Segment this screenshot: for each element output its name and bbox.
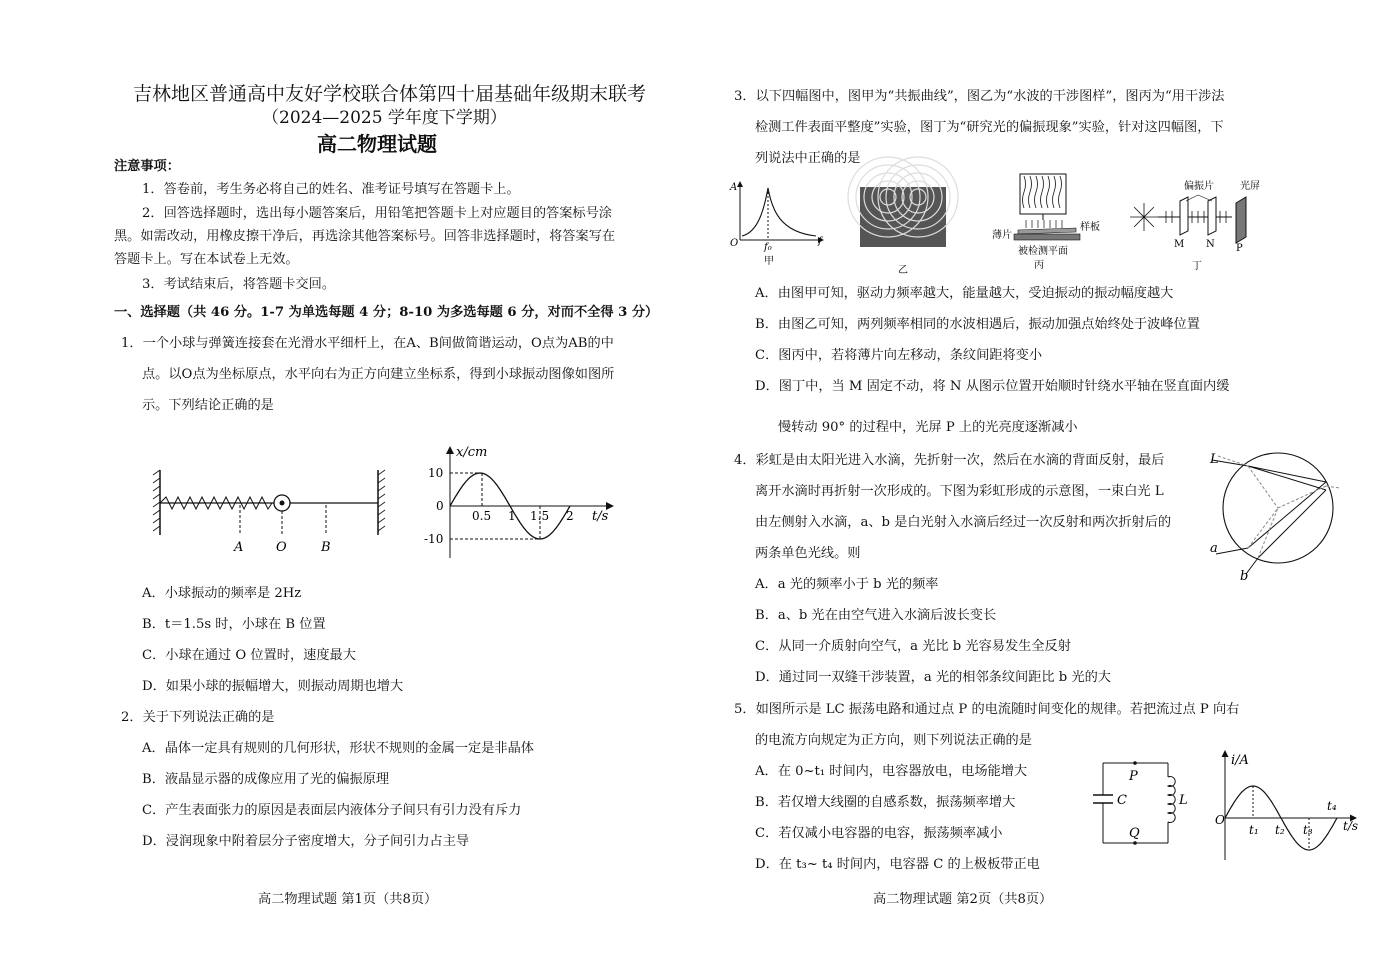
q3-stem: 检测工件表面平整度”实验，图丁为“研究光的偏振现象”实验，针对这四幅图，下 [755, 120, 1224, 135]
bing-caption: 丙 [1034, 260, 1044, 271]
q3-option-d: D．图丁中，当 M 固定不动，将 N 从图示位置开始顺时针绕水平轴在竖直面内缓 [755, 379, 1230, 394]
q3-option-a: A．由图甲可知，驱动力频率越大，能量越大，受迫振动的振动幅度越大 [755, 286, 1174, 301]
page-1 [0, 0, 688, 973]
q4-option-b: B．a、b 光在由空气进入水滴后波长变长 [755, 608, 997, 623]
fig-yi-wave-interference [860, 187, 946, 275]
ding-screen-label: 光屏 [1240, 181, 1260, 192]
q1-option-c: C．小球在通过 O 位置时，速度最大 [142, 648, 356, 663]
q4-stem: 由左侧射入水滴，a、b 是白光射入水滴后经过一次反射和两次折射后的 [755, 515, 1172, 530]
q1-x-tick: 0.5 [472, 509, 492, 523]
q2-option-b: B．液晶显示器的成像应用了光的偏振原理 [142, 772, 390, 787]
q2-option-d: D．浸润现象中附着层分子密度增大，分子间引力占主导 [142, 834, 470, 849]
q5-t2: t₂ [1275, 823, 1285, 837]
point-o-label: O [276, 540, 287, 555]
q1-x-tick: 2 [566, 509, 574, 523]
q1-x-tick: 1.5 [530, 509, 550, 523]
q4-ray-a: a [1210, 541, 1218, 556]
q4-stem: 4．彩虹是由太阳光进入水滴，先折射一次，然后在水滴的背面反射，最后 [734, 453, 1165, 468]
q5-t4: t₄ [1327, 799, 1337, 813]
bing-thin-label: 薄片 [992, 230, 1012, 241]
q1-stem: 点。以O点为坐标原点，水平向右为正方向建立坐标系，得到小球振动图像如图所 [142, 367, 615, 382]
page-footer: 高二物理试题 第1页（共8页） [258, 892, 438, 907]
q1-y-tick: -10 [424, 532, 444, 546]
q1-xt-graph [420, 440, 620, 560]
q4-droplet-figure [1208, 448, 1343, 583]
bing-surface-label: 被检测平面 [1018, 246, 1068, 257]
q5-t3: t₃ [1303, 823, 1313, 837]
fig-bing-thin-film [992, 172, 1116, 272]
fig-ding-polarization [1128, 175, 1278, 275]
q5-lc-circuit [1083, 755, 1193, 855]
q5-option-d: D．在 t₃~ t₄ 时间内，电容器 C 的上极板带正电 [755, 857, 1040, 872]
note-line: 1．答卷前，考生务必将自己的姓名、准考证号填写在答题卡上。 [142, 182, 520, 197]
q2-option-c: C．产生表面张力的原因是表面层内液体分子间只有引力没有斥力 [142, 803, 522, 818]
exam-title: 吉林地区普通高中友好学校联合体第四十届基础年级期末联考 [133, 83, 647, 105]
q4-option-a: A．a 光的频率小于 b 光的频率 [755, 577, 939, 592]
note-line: 3．考试结束后，将答题卡交回。 [142, 277, 336, 292]
q2-option-a: A．晶体一定具有规则的几何形状，形状不规则的金属一定是非晶体 [142, 741, 534, 756]
q3-option-b: B．由图乙可知，两列频率相同的水波相遇后，振动加强点始终处于波峰位置 [755, 317, 1200, 332]
q1-x-tick: 1 [508, 509, 516, 523]
page-footer: 高二物理试题 第2页（共8页） [873, 892, 1053, 907]
ding-p-label: P [1236, 243, 1243, 254]
circuit-p-label: P [1129, 769, 1138, 784]
note-line: 答题卡上。写在本试卷上无效。 [114, 252, 299, 267]
q3-stem: 3．以下四幅图中，图甲为“共振曲线”，图乙为“水波的干涉图样”，图丙为“用干涉法 [734, 89, 1225, 104]
jia-f: f [818, 236, 822, 247]
circuit-l-label: L [1179, 793, 1188, 808]
q5-option-a: A．在 0~t₁ 时间内，电容器放电，电场能增大 [755, 764, 1028, 779]
q5-x-axis-label: t/s [1343, 819, 1359, 833]
q1-stem: 1．一个小球与弹簧连接套在光滑水平细杆上，在A、B间做简谐运动，O点为AB的中 [121, 336, 614, 351]
q4-stem: 两条单色光线。则 [755, 546, 861, 561]
q3-option-c: C．图丙中，若将薄片向左移动，条纹间距将变小 [755, 348, 1043, 363]
q4-light-l: L [1210, 452, 1219, 467]
q4-option-d: D．通过同一双缝干涉装置，a 光的相邻条纹间距比 b 光的大 [755, 670, 1111, 685]
q1-y-tick: 0 [436, 499, 444, 513]
q5-origin: O [1215, 813, 1225, 827]
q5-stem: 的电流方向规定为正方向，则下列说法正确的是 [755, 733, 1032, 748]
q1-option-b: B．t＝1.5s 时，小球在 B 位置 [142, 617, 326, 632]
jia-f0: f₀ [764, 242, 772, 253]
q5-y-axis-label: i/A [1231, 753, 1249, 768]
q1-y-axis-label: x/cm [456, 445, 488, 460]
ding-n-label: N [1206, 239, 1215, 250]
circuit-c-label: C [1117, 793, 1127, 808]
ding-polarizer-label: 偏振片 [1184, 181, 1214, 192]
q4-ray-b: b [1240, 569, 1249, 584]
notes-heading: 注意事项： [114, 159, 180, 174]
q1-x-axis-label: t/s [592, 509, 609, 524]
q1-spring-figure [150, 465, 390, 560]
q3-stem: 列说法中正确的是 [755, 151, 861, 166]
page-2 [688, 0, 1377, 973]
yi-caption: 乙 [898, 265, 908, 276]
note-line: 黑。如需改动，用橡皮擦干净后，再选涂其他答案标号。回答非选择题时，将答案写在 [114, 229, 616, 244]
note-line: 2．回答选择题时，选出每小题答案后，用铅笔把答题卡上对应题目的答案标号涂 [142, 206, 612, 221]
q5-t1: t₁ [1249, 823, 1259, 837]
q4-stem: 离开水滴时再折射一次形成的。下图为彩虹形成的示意图，一束白光 L [755, 484, 1164, 499]
jia-caption: 甲 [764, 256, 774, 267]
bing-plate-label: 样板 [1080, 222, 1100, 233]
q5-option-b: B．若仅增大线圈的自感系数，振荡频率增大 [755, 795, 1016, 810]
ding-caption: 丁 [1192, 261, 1202, 272]
q4-option-c: C．从同一介质射向空气，a 光比 b 光容易发生全反射 [755, 639, 1071, 654]
q3-option-d-cont: 慢转动 90° 的过程中，光屏 P 上的光亮度逐渐减小 [778, 420, 1078, 435]
jia-y-label: A [730, 182, 738, 193]
exam-term: （2024—2025 学年度下学期） [262, 108, 507, 128]
q5-it-graph [1213, 748, 1368, 863]
q1-y-tick: 10 [428, 466, 444, 480]
q1-option-a: A．小球振动的频率是 2Hz [142, 586, 302, 601]
point-a-label: A [234, 540, 244, 555]
jia-origin: O [730, 238, 739, 249]
point-b-label: B [321, 540, 331, 555]
q5-option-c: C．若仅减小电容器的电容，振荡频率减小 [755, 826, 1003, 841]
section-heading: 一、选择题（共 46 分。1-7 为单选每题 4 分；8-10 为多选每题 6 分，对而不全得 3 分） [114, 305, 659, 320]
circuit-q-label: Q [1129, 826, 1140, 841]
q2-stem: 2．关于下列说法正确的是 [121, 710, 275, 725]
fig-jia-resonance [728, 180, 838, 270]
exam-subject: 高二物理试题 [317, 132, 437, 156]
ding-m-label: M [1174, 239, 1185, 250]
q1-stem: 示。下列结论正确的是 [142, 398, 274, 413]
q5-stem: 5．如图所示是 LC 振荡电路和通过点 P 的电流随时间变化的规律。若把流过点 P 向右 [734, 702, 1240, 717]
q1-option-d: D．如果小球的振幅增大，则振动周期也增大 [142, 679, 404, 694]
